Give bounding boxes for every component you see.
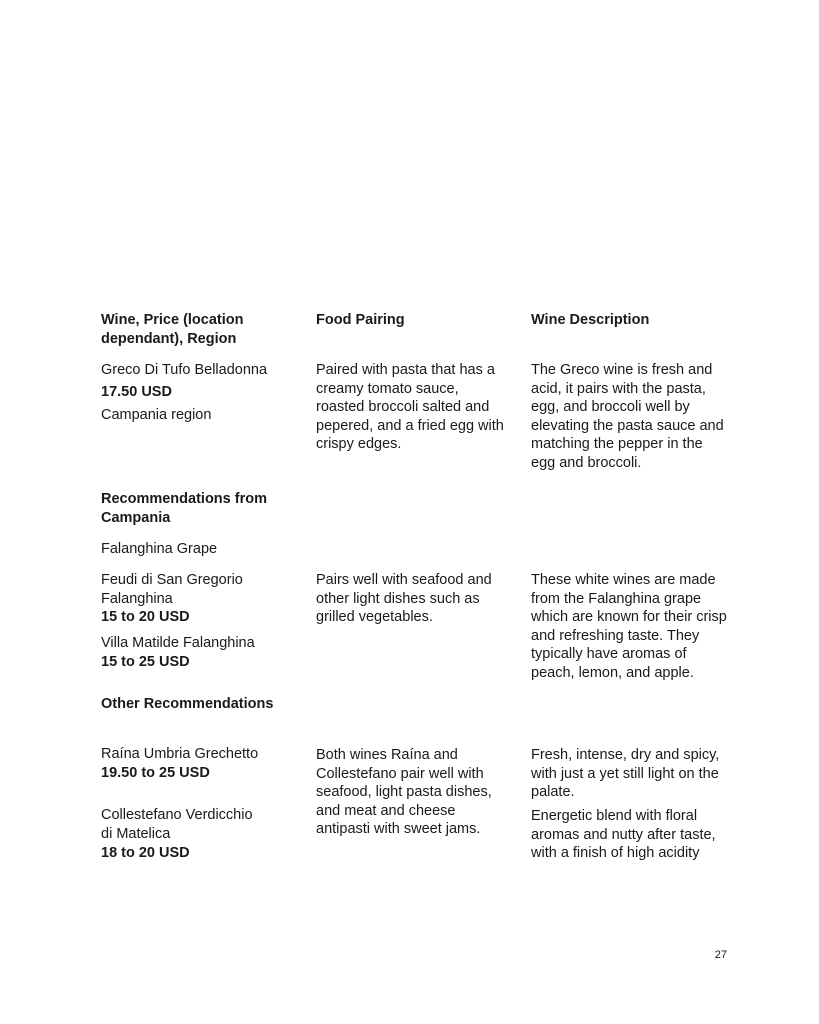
other-wine2-price: 18 to 20 USD (101, 845, 190, 861)
campania-wine-description: These white wines are made from the Falanghina grape which are known for their crisp and refreshing taste. They typically have aromas of peach, lemon, and apple. (531, 572, 727, 681)
page-number: 27 (714, 949, 727, 961)
greco-wine-name: Greco Di Tufo Belladonna (101, 362, 268, 378)
campania-grape: Falanghina Grape (101, 541, 218, 557)
campania-wine1-price: 15 to 20 USD (101, 609, 190, 625)
column-header-food-pairing: Food Pairing (316, 312, 405, 328)
campania-food-pairing: Pairs well with seafood and other light dishes such as grilled vegetables. (316, 572, 492, 625)
other-wine-description-2: Energetic blend with floral aromas and nutty after taste, with a finish of high acidity (531, 808, 716, 861)
column-header-wine-description: Wine Description (531, 312, 650, 328)
greco-wine-price: 17.50 USD (101, 384, 172, 400)
campania-recommendations-heading: Recommendations from Campania (101, 491, 267, 526)
other-wine1-price: 19.50 to 25 USD (101, 765, 210, 781)
column-header-wine: Wine, Price (location dependant), Region (101, 312, 244, 347)
other-wine2-name: Collestefano Verdicchio di Matelica (101, 807, 253, 842)
greco-wine-description: The Greco wine is fresh and acid, it pairs with the pasta, egg, and broccoli well by elevating the pasta sauce and matching the pepper in the egg and broccoli. (531, 362, 724, 471)
other-food-pairing: Both wines Raína and Collestefano pair well with seafood, light pasta dishes, and meat and cheese antipasti with sweet jams. (316, 747, 492, 837)
campania-wine1-name: Feudi di San Gregorio Falanghina (101, 572, 243, 607)
other-wine-description-1: Fresh, intense, dry and spicy, with just a yet still light on the palate. (531, 747, 720, 800)
campania-wine2-price: 15 to 25 USD (101, 654, 190, 670)
greco-food-pairing: Paired with pasta that has a creamy tomato sauce, roasted broccoli salted and pepered, and a fried egg with crispy edges. (316, 362, 504, 452)
campania-wine2-name: Villa Matilde Falanghina (101, 635, 255, 651)
other-recommendations-heading: Other Recommendations (101, 696, 274, 712)
greco-wine-region: Campania region (101, 407, 212, 423)
other-wine1-name: Raína Umbria Grechetto (101, 746, 259, 762)
